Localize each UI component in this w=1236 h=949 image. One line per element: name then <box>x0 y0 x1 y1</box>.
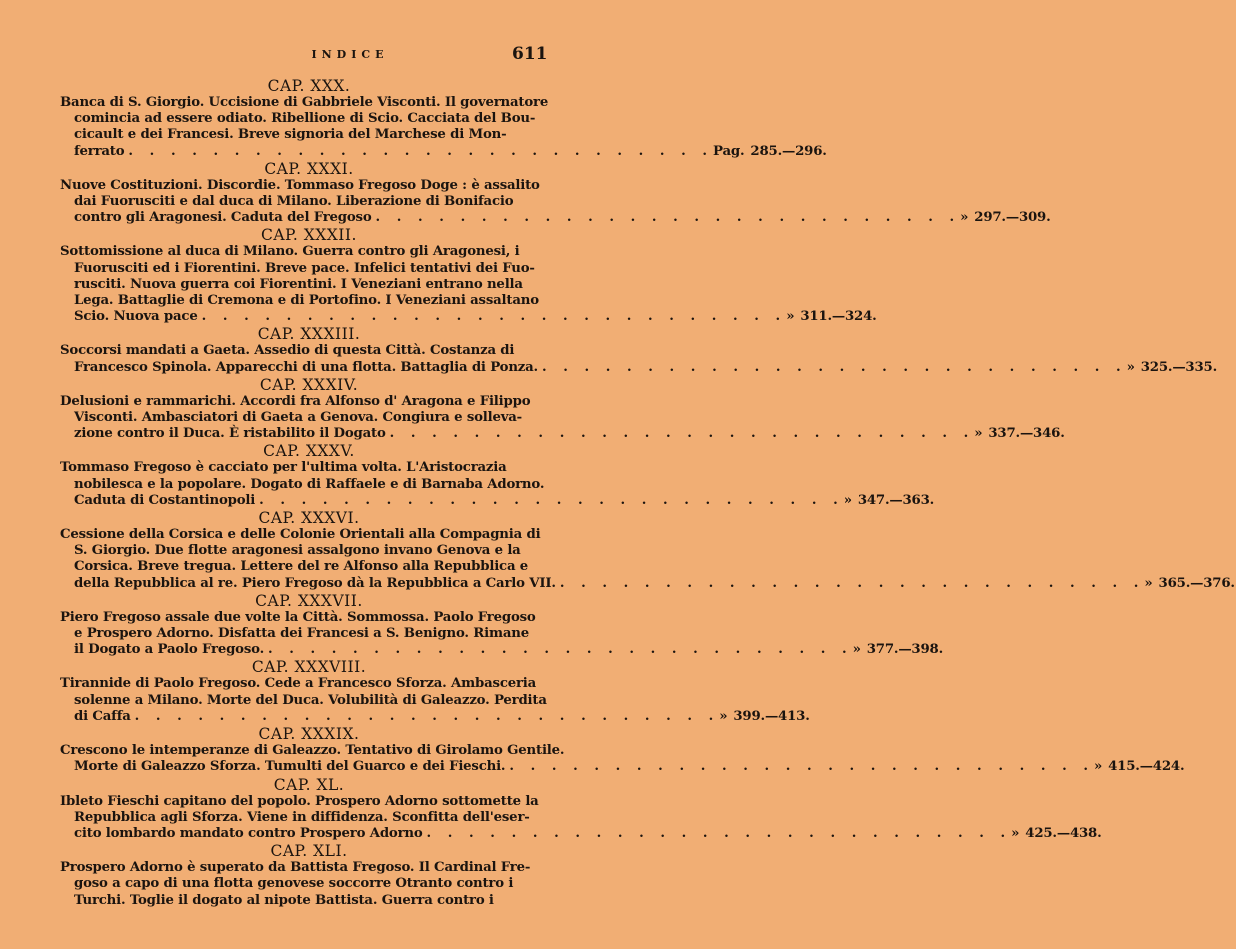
summary-line: Soccorsi mandati a Gaeta. Assedio di questa Città. Costanza di <box>60 343 515 359</box>
dot-leader: . . . . . . . . . . . . . . . . . . . . . . . . . . . . <box>268 642 853 658</box>
chapter-summary <box>60 95 827 160</box>
summary-line: e Prospero Adorno. Disfatta dei Francesi a S. Benigno. Rimane <box>74 626 529 642</box>
page-reference-symbol: » <box>1093 759 1103 775</box>
chapter-heading: CAP. XXXV. <box>263 442 355 461</box>
chapter-summary <box>60 244 877 325</box>
chapter-entry <box>60 159 1051 227</box>
summary-line: Cessione della Corsica e delle Colonie Orientali alla Compagnia di <box>60 527 541 543</box>
page-reference-symbol: » <box>1144 575 1153 591</box>
page-reference <box>960 210 1052 226</box>
page-range: 365.—376. <box>1158 575 1235 591</box>
page-reference <box>1011 826 1103 842</box>
page-range: 425.—438. <box>1025 825 1102 841</box>
page-range: 399.—413. <box>733 708 810 724</box>
dot-leader: . . . . . . . . . . . . . . . . . . . . . . . . . . . . <box>389 426 975 442</box>
page-reference <box>844 493 936 509</box>
page-range: 377.—398. <box>866 642 944 658</box>
chapter-summary <box>60 393 1065 443</box>
summary-line: S. Giorgio. Due flotte aragonesi assalgono invano Genova e la <box>74 543 521 559</box>
page-reference <box>853 642 945 658</box>
page-range: 285.—296. <box>750 143 827 159</box>
dot-leader: . . . . . . . . . . . . . . . . . . . . . . . . . . . . <box>542 359 1127 375</box>
chapter-summary <box>60 527 1235 592</box>
summary-line: Corsica. Breve tregua. Lettere del re Alfonso alla Repubblica e <box>74 559 529 575</box>
summary-line: Turchi. Toglie il dogato al nipote Battista. Guerra contro i <box>74 892 494 908</box>
chapter-heading: CAP. XXXIX. <box>258 725 360 744</box>
page-reference <box>719 709 811 725</box>
page-range: 415.—424. <box>1108 759 1185 775</box>
chapter-summary <box>60 343 1218 375</box>
summary-line: il Dogato a Paolo Fregoso. <box>74 642 264 658</box>
page-reference <box>1094 759 1186 775</box>
page-range: 325.—335. <box>1140 359 1218 375</box>
summary-line: della Repubblica al re. Piero Fregoso dà la Repubblica a Carlo VII. <box>74 575 556 591</box>
summary-line: Prospero Adorno è superato da Battista Fregoso. Il Cardinal Fre- <box>60 860 531 876</box>
chapter-heading: CAP. XXXVI. <box>258 509 360 528</box>
summary-line: dai Fuorusciti e dal duca di Milano. Liberazione di Bonifacio <box>74 194 514 210</box>
page-reference-symbol: » <box>852 642 861 658</box>
summary-line: goso a capo di una flotta genovese soccorre Otranto contro i <box>74 876 514 892</box>
page-range: 337.—346. <box>988 426 1065 442</box>
summary-line: Ibleto Fieschi capitano del popolo. Prospero Adorno sottomette la <box>60 793 539 809</box>
summary-line: Crescono le intemperanze di Galeazzo. Tentativo di Girolamo Gentile. <box>60 743 565 759</box>
chapter-entry <box>60 442 935 509</box>
chapter-summary <box>60 460 935 509</box>
chapter-entry <box>60 591 944 659</box>
chapter-summary <box>60 743 1185 775</box>
summary-line: Tirannide di Paolo Fregoso. Cede a Francesco Sforza. Ambasceria <box>60 676 537 692</box>
page-reference-symbol: » <box>786 309 795 325</box>
page-reference-symbol: » <box>719 708 728 724</box>
dot-leader: . . . . . . . . . . . . . . . . . . . . . . . . . . . . <box>509 759 1094 775</box>
running-title: INDICE <box>311 48 389 61</box>
chapter-summary <box>60 177 1051 227</box>
page-reference-symbol: » <box>974 426 983 442</box>
chapter-heading: CAP. XXXII. <box>261 226 357 245</box>
dot-leader: . . . . . . . . . . . . . . . . . . . . . . . . . . . . <box>375 210 961 226</box>
summary-line: Nuove Costituzioni. Discordie. Tommaso Fregoso Doge : è assalito <box>60 177 540 193</box>
summary-line: Francesco Spinola. Apparecchi di una flotta. Battaglia di Ponza. <box>74 359 538 375</box>
summary-line: Banca di S. Giorgio. Uccisione di Gabbriele Visconti. Il governatore <box>60 95 549 110</box>
dot-leader: . . . . . . . . . . . . . . . . . . . . . . . . . . . . <box>426 825 1012 841</box>
page-reference-symbol: » <box>843 492 852 508</box>
summary-line: solenne a Milano. Morte del Duca. Volubilità di Galeazzo. Perdita <box>74 692 547 708</box>
summary-line: Visconti. Ambasciatori di Gaeta a Genova. Congiura e solleva- <box>74 410 522 426</box>
chapter-heading: CAP. XLI. <box>270 842 348 861</box>
index-list <box>60 77 1235 909</box>
chapter-heading: CAP. XXX. <box>267 77 351 95</box>
dot-leader: . . . . . . . . . . . . . . . . . . . . . . . . . . . . <box>134 708 720 724</box>
summary-line: Delusioni e rammarichi. Accordi fra Alfonso d' Aragona e Filippo <box>60 393 531 409</box>
page-reference-symbol: Pag. <box>713 143 745 159</box>
chapter-summary <box>60 793 1102 843</box>
page-reference <box>1144 576 1236 592</box>
chapter-entry <box>60 842 558 909</box>
chapter-summary <box>60 609 944 659</box>
page-reference-symbol: » <box>1011 825 1020 841</box>
summary-line: contro gli Aragonesi. Caduta del Fregoso <box>74 210 372 226</box>
page-number: 611 <box>512 44 548 64</box>
summary-line: Scio. Nuova pace <box>74 309 198 325</box>
summary-line: Caduta di Costantinopoli <box>74 492 256 508</box>
summary-line: Tommaso Fregoso è cacciato per l'ultima volta. L'Aristocrazia <box>60 460 507 476</box>
dot-leader: . . . . . . . . . . . . . . . . . . . . . . . . . . . . <box>128 143 714 159</box>
summary-line: ferrato <box>74 143 125 159</box>
chapter-heading: CAP. XXXVII. <box>255 591 363 610</box>
chapter-heading: CAP. XXXIII. <box>257 325 361 344</box>
dot-leader: . . . . . . . . . . . . . . . . . . . . . . . . . . . . <box>559 575 1145 591</box>
page-reference-symbol: » <box>1126 359 1135 375</box>
summary-line: Sottomissione al duca di Milano. Guerra contro gli Aragonesi, i <box>60 244 520 260</box>
page-reference <box>786 309 878 325</box>
chapter-entry <box>60 775 1102 843</box>
summary-line: cito lombardo mandato contro Prospero Adorno <box>74 825 423 841</box>
page-range: 311.—324. <box>800 309 877 325</box>
summary-line: cicault e dei Francesi. Breve signoria del Marchese di Mon- <box>74 127 507 143</box>
chapter-entry <box>60 509 1235 592</box>
chapter-heading: CAP. XL. <box>273 775 345 794</box>
summary-line: Morte di Galeazzo Sforza. Tumulti del Guarco e dei Fieschi. <box>74 759 506 775</box>
chapter-entry <box>60 658 810 725</box>
chapter-heading: CAP. XXXVIII. <box>251 658 367 677</box>
page-range: 297.—309. <box>974 210 1051 226</box>
page-reference-symbol: » <box>960 210 969 226</box>
page-reference <box>1127 360 1219 376</box>
page-range: 347.—363. <box>857 492 935 508</box>
chapter-entry <box>60 226 877 325</box>
page-reference <box>713 143 827 160</box>
chapter-entry <box>60 375 1065 443</box>
chapter-entry <box>60 325 1218 375</box>
dot-leader: . . . . . . . . . . . . . . . . . . . . . . . . . . . . <box>259 492 844 508</box>
summary-line: Repubblica agli Sforza. Viene in diffidenza. Sconfitta dell'eser- <box>74 809 530 825</box>
chapter-heading: CAP. XXXI. <box>264 159 354 178</box>
summary-line: Lega. Battaglie di Cremona e di Portofino. I Veneziani assaltano <box>74 293 539 309</box>
chapter-entry <box>60 77 827 160</box>
dot-leader: . . . . . . . . . . . . . . . . . . . . . . . . . . . . <box>201 309 787 325</box>
summary-line: Fuorusciti ed i Fiorentini. Breve pace. Infelici tentativi dei Fuo- <box>74 260 535 276</box>
chapter-heading: CAP. XXXIV. <box>259 375 359 394</box>
summary-line: comincia ad essere odiato. Ribellione di Scio. Cacciata del Bou- <box>74 111 536 127</box>
summary-line: di Caffa <box>74 708 131 724</box>
chapter-summary <box>60 676 810 725</box>
chapter-summary <box>60 860 558 909</box>
summary-line: nobilesca e la popolare. Dogato di Raffaele e di Barnaba Adorno. <box>74 476 545 492</box>
chapter-entry <box>60 725 1185 775</box>
page-reference <box>974 426 1066 442</box>
summary-line: zione contro il Duca. È ristabilito il Dogato <box>74 426 386 442</box>
summary-line: Piero Fregoso assale due volte la Città. Sommossa. Paolo Fregoso <box>60 609 536 625</box>
summary-line: rusciti. Nuova guerra coi Fiorentini. I Veneziani entrano nella <box>74 276 523 292</box>
